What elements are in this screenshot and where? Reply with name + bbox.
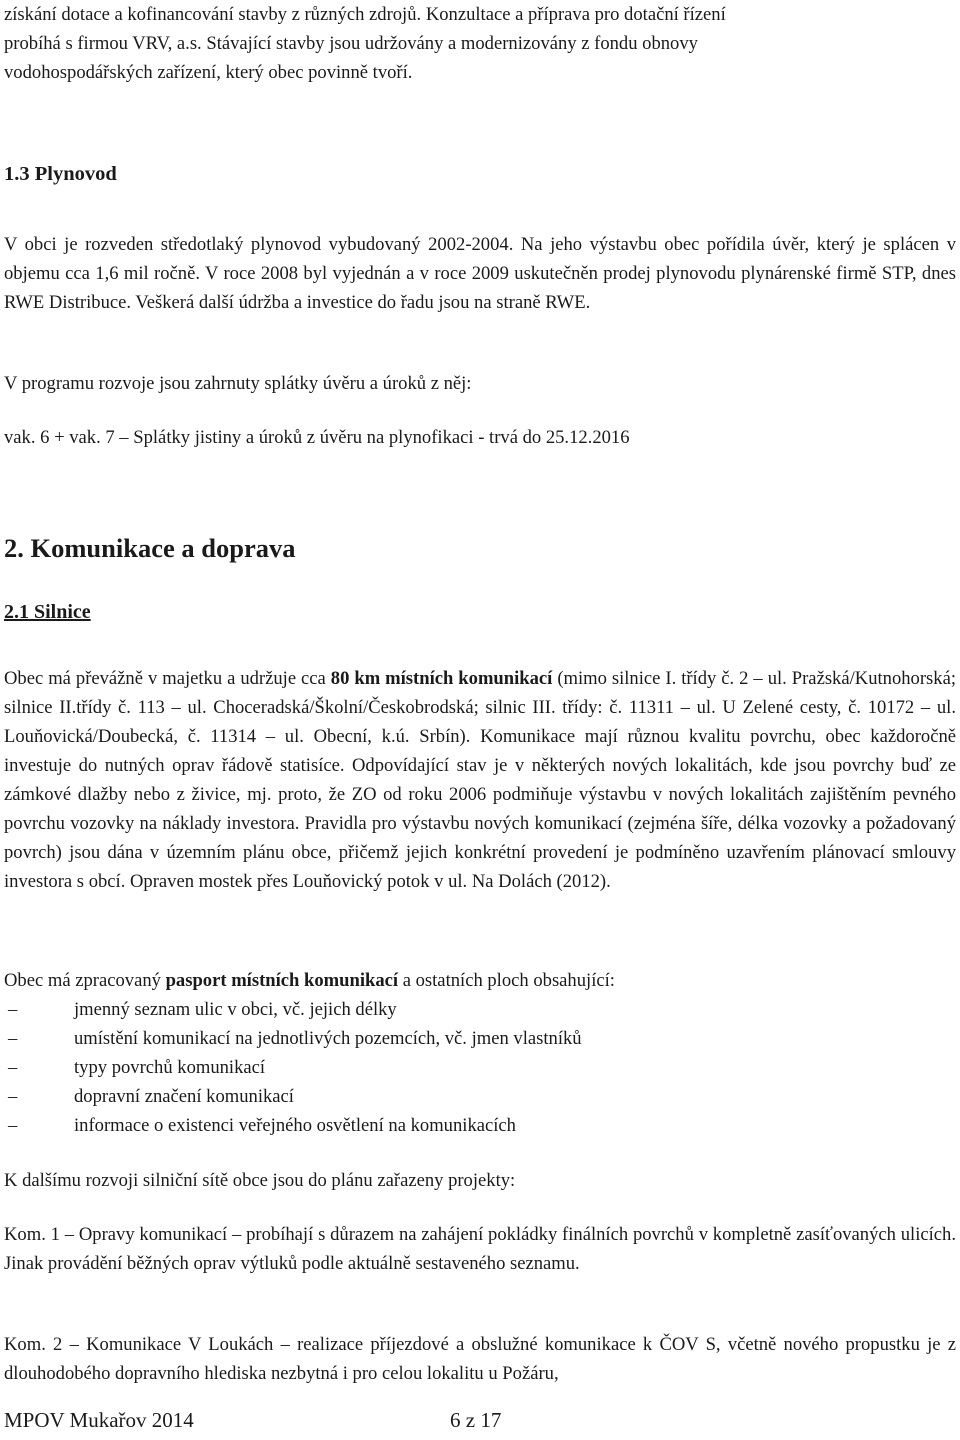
- list-item: [4, 1082, 956, 1111]
- pasport-highlight: pasport místních komunikací: [165, 970, 399, 991]
- footer-page-number: 6 z 17: [450, 1408, 502, 1432]
- list-item-text: dopravní značení komunikací: [74, 1086, 294, 1107]
- silnice-paragraph: [4, 664, 956, 896]
- pasport-text-start: Obec má zpracovaný: [4, 970, 166, 991]
- dash-bullet: –: [8, 1086, 18, 1107]
- kom2-paragraph: Kom. 2 – Komunikace V Loukách – realizace příjezdové a obslužné komunikace k ČOV S, včetně nového propustku je z dlouhodobého dopravního hlediska nezbytná i pro celou lokalitu u Požáru,: [4, 1334, 956, 1384]
- list-item: [4, 995, 956, 1024]
- heading-komunikace-doprava: 2. Komunikace a doprava: [4, 533, 296, 563]
- plynovod-program-paragraph: V programu rozvoje jsou zahrnuty splátky úvěru a úroků z něj:: [4, 373, 472, 394]
- kom1-paragraph: Kom. 1 – Opravy komunikací – probíhají s důrazem na zahájení pokládky finálních povrchů v kompletně zasíťovaných ulicích. Jinak provádění běžných oprav výtluků podle aktuálně sestaveného seznamu.: [4, 1224, 956, 1274]
- heading-plynovod: 1.3 Plynovod: [4, 163, 117, 185]
- dash-bullet: –: [8, 1057, 18, 1078]
- intro-line: probíhá s firmou VRV, a.s. Stávající stavby jsou udržovány a modernizovány z fondu obnovy: [4, 33, 698, 54]
- list-item: [4, 1053, 956, 1082]
- dash-bullet: –: [8, 1028, 18, 1049]
- list-item: [4, 1024, 956, 1053]
- list-item-text: jmenný seznam ulic v obci, vč. jejich délky: [74, 999, 397, 1020]
- page-footer: [4, 1406, 502, 1434]
- intro-line: vodohospodářských zařízení, který obec povinně tvoří.: [4, 62, 413, 83]
- list-item-text: typy povrchů komunikací: [74, 1057, 266, 1078]
- intro-paragraph: [4, 0, 956, 87]
- pasport-paragraph: [4, 966, 956, 995]
- list-item-text: umístění komunikací na jednotlivých pozemcích, vč. jmen vlastníků: [74, 1028, 582, 1049]
- silnice-text-rest: (mimo silnice I. třídy č. 2 – ul. Pražská/Kutnohorská; silnice II.třídy č. 113 – ul. Choceradská/Školní/Českobrodská; silnic III. třídy: č. 11311 – ul. U Zelené cesty, č. 10172 – ul. Louňovická/Doubecká, č. 11314 – ul. Obecní, k.ú. Srbín). Komunikace mají různou kvalitu povrchu, obec každoročně investuje do nutných oprav řádově statisíce. Odpovídající stav je v některých nových lokalitách, kde jsou povrchy buď ze zámkové dlažby nebo z živice, mj. proto, že ZO od roku 2006 podmiňuje výstavbu v nových lokalitách zajištěním pevného povrchu vozovky na náklady investora. Pravidla pro výstavbu nových komunikací (zejména šíře, délka vozovky a požadovaný povrch) jsou dána v územním plánu obce, přičemž jejich konkrétní provedení je podmíněno uzavřením plánovací smlouvy investora s obcí. Opraven mostek přes Louňovický potok v ul. Na Dolách (2012).: [4, 668, 956, 892]
- heading-silnice: 2.1 Silnice: [4, 601, 91, 623]
- projekty-paragraph: K dalšímu rozvoji silniční sítě obce jsou do plánu zařazeny projekty:: [4, 1170, 516, 1191]
- list-item: [4, 1111, 956, 1140]
- pasport-text-end: a ostatních ploch obsahující:: [398, 970, 615, 991]
- footer-doc-label: MPOV Mukařov 2014: [4, 1408, 194, 1432]
- list-item-text: informace o existenci veřejného osvětlení na komunikacích: [74, 1115, 516, 1136]
- pasport-list: [4, 995, 956, 1140]
- intro-line: získání dotace a kofinancování stavby z různých zdrojů. Konzultace a příprava pro dotační řízení: [4, 4, 726, 25]
- dash-bullet: –: [8, 1115, 18, 1136]
- plynovod-splatky-paragraph: vak. 6 + vak. 7 – Splátky jistiny a úroků z úvěru na plynofikaci - trvá do 25.12.2016: [4, 427, 630, 448]
- plynovod-paragraph: V obci je rozveden středotlaký plynovod vybudovaný 2002-2004. Na jeho výstavbu obec pořídila úvěr, který je splácen v objemu cca 1,6 mil ročně. V roce 2008 byl vyjednán a v roce 2009 uskutečněn prodej plynovodu plynárenské firmě STP, dnes RWE Distribuce. Veškerá další údržba a investice do řadu jsou na straně RWE.: [4, 234, 956, 313]
- silnice-text-start: Obec má převážně v majetku a udržuje cca: [4, 668, 331, 689]
- dash-bullet: –: [8, 999, 18, 1020]
- silnice-highlight: 80 km místních komunikací: [330, 668, 553, 689]
